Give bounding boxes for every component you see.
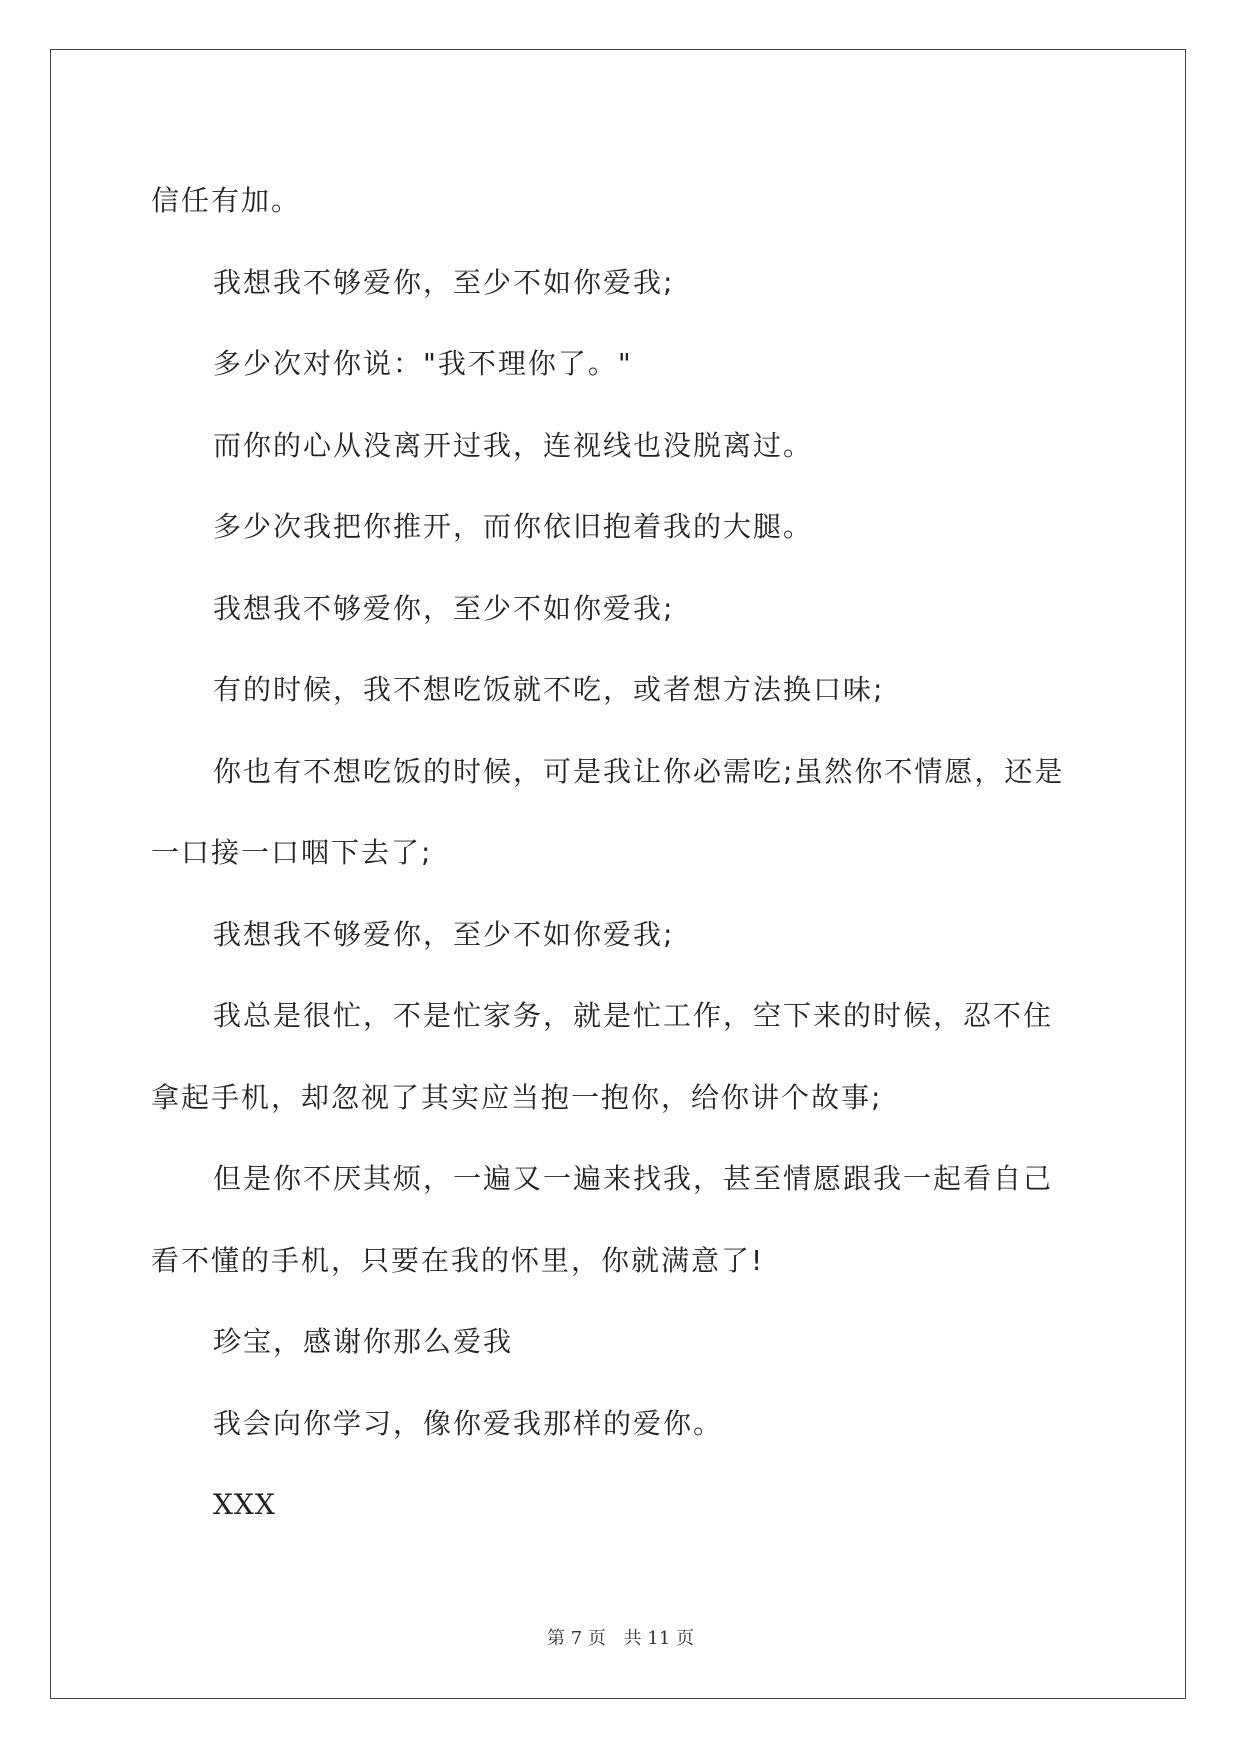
text-line-8: 你也有不想吃饭的时候，可是我让你必需吃;虽然你不情愿，还是 xyxy=(213,754,1065,788)
document-body xyxy=(151,160,1091,1546)
text-line-3: 多少次对你说："我不理你了。" xyxy=(213,347,633,380)
text-line-5: 多少次我把你推开，而你依旧抱着我的大腿。 xyxy=(213,510,814,543)
text-line-13: 但是你不厌其烦，一遍又一遍来找我，甚至情愿跟我一起看自己 xyxy=(213,1162,1054,1195)
text-line-7: 有的时候，我不想吃饭就不吃，或者想方法换口味; xyxy=(213,673,885,706)
text-line-16: 我会向你学习，像你爱我那样的爱你。 xyxy=(213,1406,724,1440)
page-total: 共 11 页 xyxy=(623,1628,694,1649)
page-footer xyxy=(0,1624,1241,1650)
text-line-11: 我总是很忙，不是忙家务，就是忙工作，空下来的时候，忍不住 xyxy=(213,999,1054,1032)
page-number: 第 7 页 xyxy=(547,1628,606,1649)
text-line-15: 珍宝，感谢你那么爱我 xyxy=(213,1325,514,1358)
text-line-14: 看不懂的手机，只要在我的怀里，你就满意了! xyxy=(151,1243,765,1277)
signature: XXX xyxy=(213,1488,276,1521)
text-line-4: 而你的心从没离开过我，连视线也没脱离过。 xyxy=(213,428,814,462)
text-line-1: 信任有加。 xyxy=(151,184,302,217)
text-line-10: 我想我不够爱你，至少不如你爱我; xyxy=(213,917,675,951)
text-line-6: 我想我不够爱你，至少不如你爱我; xyxy=(213,591,675,625)
text-line-12: 拿起手机，却忽视了其实应当抱一抱你，给你讲个故事; xyxy=(151,1080,883,1114)
text-line-9: 一口接一口咽下去了; xyxy=(151,836,433,869)
text-line-2: 我想我不够爱你，至少不如你爱我; xyxy=(213,265,675,299)
